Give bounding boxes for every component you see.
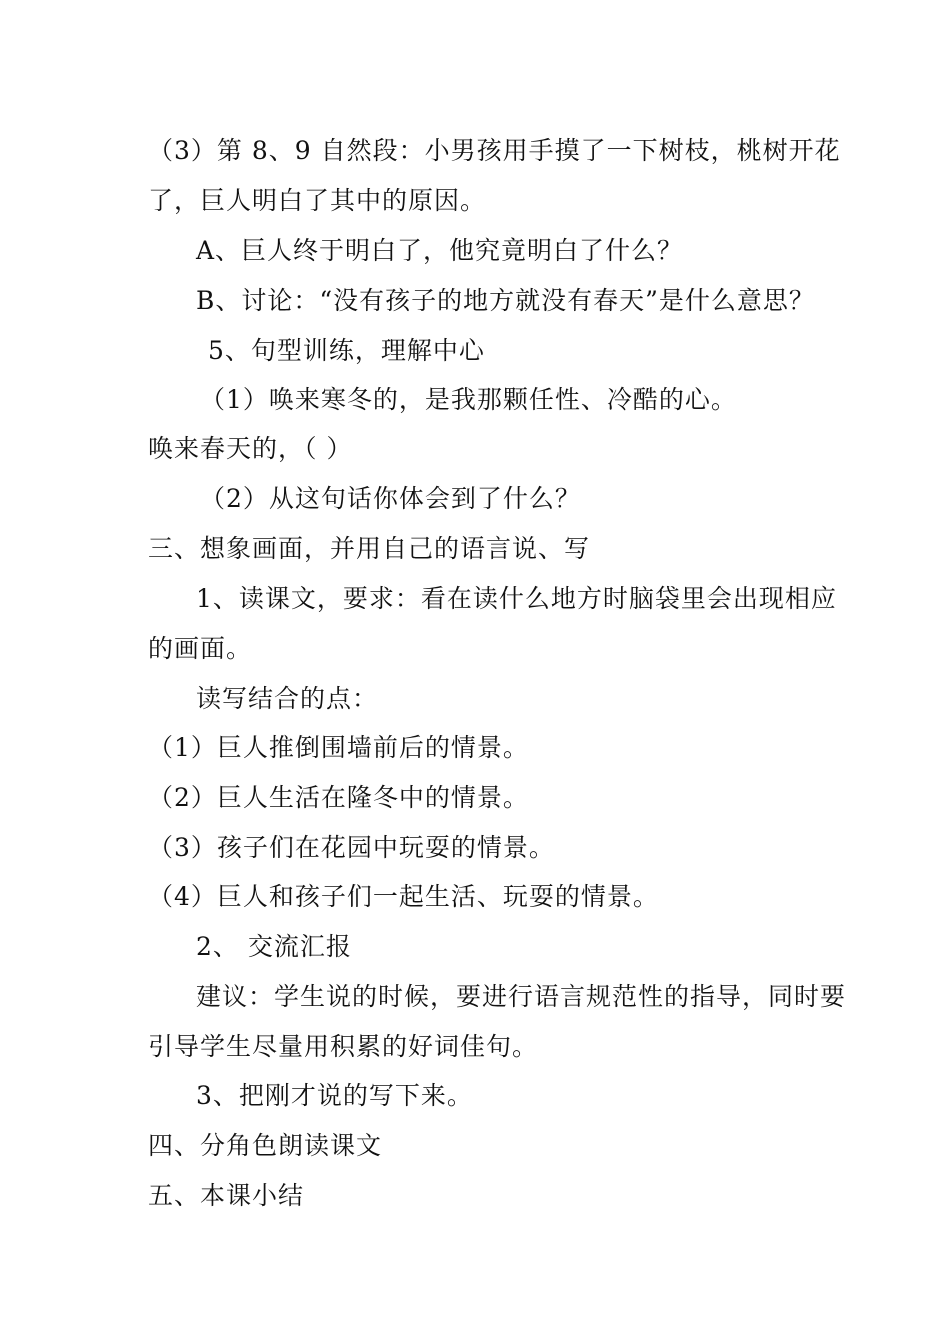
text-line: （3）第 8、9 自然段：小男孩用手摸了一下树枝，桃树开花 bbox=[148, 136, 841, 165]
text-line: 引导学生尽量用积累的好词佳句。 bbox=[148, 1032, 539, 1061]
text-line: 唤来春天的，（ ） bbox=[148, 434, 353, 463]
text-line: 的画面。 bbox=[148, 634, 253, 663]
text-line: B、讨论：“没有孩子的地方就没有春天”是什么意思？ bbox=[196, 286, 815, 315]
section-heading: 5、句型训练，理解中心 bbox=[208, 336, 485, 365]
text-line: 了，巨人明白了其中的原因。 bbox=[148, 186, 487, 215]
text-line: 2、 交流汇报 bbox=[196, 932, 352, 961]
list-item: （2）巨人生活在隆冬中的情景。 bbox=[148, 783, 529, 812]
text-line: 读写结合的点： bbox=[196, 684, 379, 713]
list-item: （4）巨人和孩子们一起生活、玩耍的情景。 bbox=[148, 882, 659, 911]
text-line: 3、把刚才说的写下来。 bbox=[196, 1081, 473, 1110]
text-line: （2）从这句话你体会到了什么？ bbox=[200, 484, 581, 513]
text-line: 建议：学生说的时候，要进行语言规范性的指导，同时要 bbox=[196, 982, 847, 1011]
list-item: （1）巨人推倒围墙前后的情景。 bbox=[148, 733, 529, 762]
section-heading: 五、本课小结 bbox=[148, 1181, 305, 1210]
text-line: 1、读课文，要求：看在读什么地方时脑袋里会出现相应 bbox=[196, 584, 837, 613]
text-line: A、巨人终于明白了，他究竟明白了什么？ bbox=[196, 236, 684, 265]
list-item: （3）孩子们在花园中玩耍的情景。 bbox=[148, 833, 555, 862]
section-heading: 四、分角色朗读课文 bbox=[148, 1131, 383, 1160]
text-line: （1）唤来寒冬的，是我那颗任性、冷酷的心。 bbox=[200, 385, 737, 414]
section-heading: 三、想象画面，并用自己的语言说、写 bbox=[148, 534, 591, 563]
